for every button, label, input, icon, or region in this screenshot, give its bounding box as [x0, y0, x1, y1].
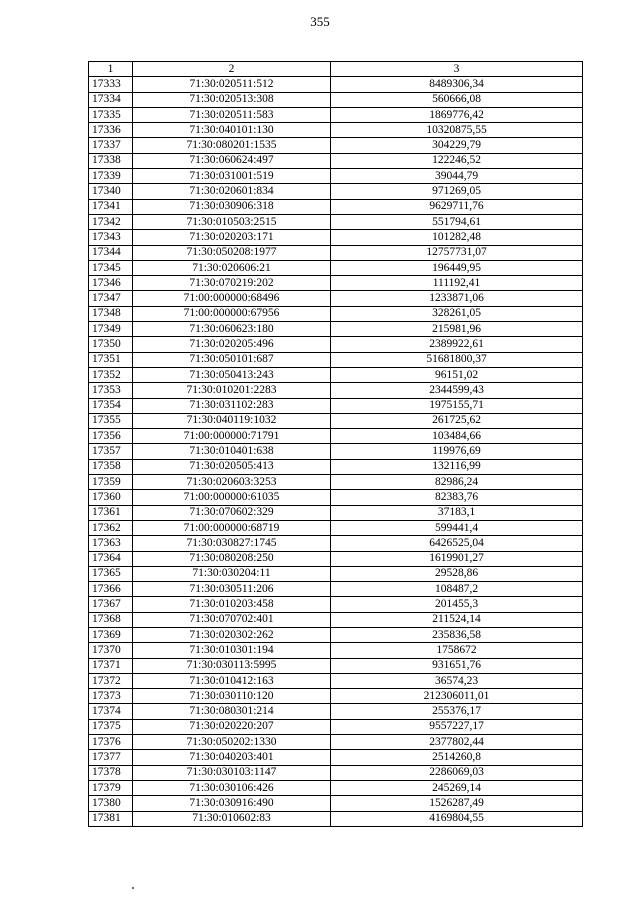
table-row: [89, 199, 583, 214]
cadastral-value-cell: 560666,08: [331, 92, 583, 107]
table-row: [89, 107, 583, 122]
table-row: [89, 383, 583, 398]
table-row: [89, 169, 583, 184]
row-number-cell: 17344: [89, 245, 133, 260]
cadastral-value-cell: 103484,66: [331, 429, 583, 444]
cadastral-number-cell: 71:30:080208:250: [133, 551, 331, 566]
table-row: [89, 765, 583, 780]
cadastral-value-cell: 9557227,17: [331, 719, 583, 734]
table-row: [89, 673, 583, 688]
cadastral-number-cell: 71:30:020513:308: [133, 92, 331, 107]
row-number-cell: 17349: [89, 322, 133, 337]
cadastral-number-cell: 71:30:080201:1535: [133, 138, 331, 153]
cadastral-value-cell: 261725,62: [331, 413, 583, 428]
cadastral-number-cell: 71:00:000000:67956: [133, 306, 331, 321]
cadastral-value-cell: 1526287,49: [331, 796, 583, 811]
cadastral-value-cell: 101282,48: [331, 230, 583, 245]
cadastral-value-table: [88, 61, 583, 827]
cadastral-value-cell: 1233871,06: [331, 291, 583, 306]
cadastral-value-cell: 212306011,01: [331, 689, 583, 704]
cadastral-number-cell: 71:30:070702:401: [133, 612, 331, 627]
cadastral-number-cell: 71:30:031001:519: [133, 169, 331, 184]
table-row: [89, 367, 583, 382]
row-number-cell: 17347: [89, 291, 133, 306]
cadastral-value-cell: 82986,24: [331, 475, 583, 490]
table-row: [89, 429, 583, 444]
cadastral-number-cell: 71:30:020220:207: [133, 719, 331, 734]
row-number-cell: 17353: [89, 383, 133, 398]
cadastral-value-cell: 108487,2: [331, 582, 583, 597]
table-row: [89, 612, 583, 627]
cadastral-value-cell: 551794,61: [331, 214, 583, 229]
cadastral-value-cell: 12757731,07: [331, 245, 583, 260]
cadastral-number-cell: 71:30:020601:834: [133, 184, 331, 199]
row-number-cell: 17376: [89, 735, 133, 750]
table-row: [89, 153, 583, 168]
table-row: [89, 352, 583, 367]
table-row: [89, 398, 583, 413]
table-row: [89, 260, 583, 275]
row-number-cell: 17352: [89, 367, 133, 382]
table-row: [89, 704, 583, 719]
cadastral-number-cell: 71:00:000000:68719: [133, 520, 331, 535]
cadastral-value-cell: 255376,17: [331, 704, 583, 719]
column-header-1: 1: [89, 62, 133, 77]
cadastral-value-cell: 2344599,43: [331, 383, 583, 398]
cadastral-value-cell: 132116,99: [331, 459, 583, 474]
table-row: [89, 444, 583, 459]
cadastral-value-cell: 51681800,37: [331, 352, 583, 367]
cadastral-number-cell: 71:30:070602:329: [133, 505, 331, 520]
cadastral-number-cell: 71:30:020203:171: [133, 230, 331, 245]
row-number-cell: 17363: [89, 536, 133, 551]
column-header-2: 2: [133, 62, 331, 77]
row-number-cell: 17342: [89, 214, 133, 229]
table-row: [89, 184, 583, 199]
cadastral-value-cell: 201455,3: [331, 597, 583, 612]
cadastral-value-cell: 2389922,61: [331, 337, 583, 352]
row-number-cell: 17366: [89, 582, 133, 597]
cadastral-number-cell: 71:30:040203:401: [133, 750, 331, 765]
cadastral-number-cell: 71:30:040101:130: [133, 123, 331, 138]
row-number-cell: 17345: [89, 260, 133, 275]
row-number-cell: 17373: [89, 689, 133, 704]
row-number-cell: 17365: [89, 566, 133, 581]
cadastral-number-cell: 71:30:010203:458: [133, 597, 331, 612]
cadastral-value-cell: 111192,41: [331, 276, 583, 291]
cadastral-value-cell: 8489306,34: [331, 77, 583, 92]
cadastral-value-cell: 328261,05: [331, 306, 583, 321]
row-number-cell: 17361: [89, 505, 133, 520]
cadastral-value-cell: 304229,79: [331, 138, 583, 153]
cadastral-number-cell: 71:30:030204:11: [133, 566, 331, 581]
cadastral-value-cell: 971269,05: [331, 184, 583, 199]
table-row: [89, 123, 583, 138]
cadastral-number-cell: 71:30:030106:426: [133, 780, 331, 795]
cadastral-value-cell: 1619901,27: [331, 551, 583, 566]
row-number-cell: 17337: [89, 138, 133, 153]
cadastral-value-cell: 9629711,76: [331, 199, 583, 214]
table-row: [89, 245, 583, 260]
table-row: [89, 811, 583, 826]
cadastral-value-cell: 122246,52: [331, 153, 583, 168]
cadastral-value-cell: 1869776,42: [331, 107, 583, 122]
row-number-cell: 17334: [89, 92, 133, 107]
table-row: [89, 490, 583, 505]
cadastral-number-cell: 71:30:020603:3253: [133, 475, 331, 490]
row-number-cell: 17341: [89, 199, 133, 214]
row-number-cell: 17374: [89, 704, 133, 719]
cadastral-number-cell: 71:30:010201:2283: [133, 383, 331, 398]
table-row: [89, 77, 583, 92]
cadastral-number-cell: 71:30:050101:687: [133, 352, 331, 367]
cadastral-number-cell: 71:30:010412:163: [133, 673, 331, 688]
row-number-cell: 17359: [89, 475, 133, 490]
cadastral-number-cell: 71:30:020511:583: [133, 107, 331, 122]
row-number-cell: 17355: [89, 413, 133, 428]
row-number-cell: 17348: [89, 306, 133, 321]
cadastral-number-cell: 71:30:030916:490: [133, 796, 331, 811]
cadastral-value-cell: 931651,76: [331, 658, 583, 673]
cadastral-value-cell: 29528,86: [331, 566, 583, 581]
table-row: [89, 689, 583, 704]
table-row: [89, 643, 583, 658]
cadastral-number-cell: 71:30:050202:1330: [133, 735, 331, 750]
row-number-cell: 17378: [89, 765, 133, 780]
cadastral-value-cell: 215981,96: [331, 322, 583, 337]
row-number-cell: 17357: [89, 444, 133, 459]
row-number-cell: 17370: [89, 643, 133, 658]
cadastral-value-cell: 196449,95: [331, 260, 583, 275]
row-number-cell: 17338: [89, 153, 133, 168]
table-row: [89, 505, 583, 520]
table-row: [89, 566, 583, 581]
row-number-cell: 17356: [89, 429, 133, 444]
cadastral-number-cell: 71:30:080301:214: [133, 704, 331, 719]
cadastral-number-cell: 71:30:020511:512: [133, 77, 331, 92]
table-row: [89, 306, 583, 321]
table-row: [89, 536, 583, 551]
cadastral-value-cell: 119976,69: [331, 444, 583, 459]
row-number-cell: 17372: [89, 673, 133, 688]
cadastral-value-cell: 82383,76: [331, 490, 583, 505]
row-number-cell: 17336: [89, 123, 133, 138]
cadastral-number-cell: 71:30:030906:318: [133, 199, 331, 214]
cadastral-number-cell: 71:30:010602:83: [133, 811, 331, 826]
row-number-cell: 17358: [89, 459, 133, 474]
table-row: [89, 627, 583, 642]
row-number-cell: 17381: [89, 811, 133, 826]
cadastral-value-cell: 235836,58: [331, 627, 583, 642]
row-number-cell: 17371: [89, 658, 133, 673]
table-header: [89, 62, 583, 77]
cadastral-number-cell: 71:30:020505:413: [133, 459, 331, 474]
row-number-cell: 17379: [89, 780, 133, 795]
row-number-cell: 17339: [89, 169, 133, 184]
cadastral-number-cell: 71:30:030103:1147: [133, 765, 331, 780]
page-number: 355: [310, 14, 330, 29]
cadastral-number-cell: 71:00:000000:61035: [133, 490, 331, 505]
cadastral-value-cell: 2514260,8: [331, 750, 583, 765]
table-row: [89, 276, 583, 291]
row-number-cell: 17343: [89, 230, 133, 245]
cadastral-value-cell: 2286069,03: [331, 765, 583, 780]
table-row: [89, 214, 583, 229]
table-row: [89, 551, 583, 566]
cadastral-value-cell: 4169804,55: [331, 811, 583, 826]
table-row: [89, 597, 583, 612]
cadastral-number-cell: 71:30:031102:283: [133, 398, 331, 413]
cadastral-value-cell: 37183,1: [331, 505, 583, 520]
table-row: [89, 291, 583, 306]
cadastral-number-cell: 71:30:030113:5995: [133, 658, 331, 673]
cadastral-number-cell: 71:30:010301:194: [133, 643, 331, 658]
cadastral-number-cell: 71:30:030511:206: [133, 582, 331, 597]
cadastral-number-cell: 71:30:020205:496: [133, 337, 331, 352]
row-number-cell: 17364: [89, 551, 133, 566]
cadastral-number-cell: 71:00:000000:71791: [133, 429, 331, 444]
row-number-cell: 17335: [89, 107, 133, 122]
table-row: [89, 230, 583, 245]
table-row: [89, 475, 583, 490]
row-number-cell: 17333: [89, 77, 133, 92]
cadastral-number-cell: 71:30:030827:1745: [133, 536, 331, 551]
cadastral-value-cell: 36574,23: [331, 673, 583, 688]
cadastral-number-cell: 71:30:040119:1032: [133, 413, 331, 428]
cadastral-number-cell: 71:30:060623:180: [133, 322, 331, 337]
table-row: [89, 735, 583, 750]
cadastral-number-cell: 71:30:050208:1977: [133, 245, 331, 260]
row-number-cell: 17350: [89, 337, 133, 352]
row-number-cell: 17377: [89, 750, 133, 765]
cadastral-value-cell: 96151,02: [331, 367, 583, 382]
row-number-cell: 17340: [89, 184, 133, 199]
cadastral-number-cell: 71:30:070219:202: [133, 276, 331, 291]
table-row: [89, 719, 583, 734]
row-number-cell: 17360: [89, 490, 133, 505]
cadastral-value-cell: 599441,4: [331, 520, 583, 535]
table-row: [89, 413, 583, 428]
row-number-cell: 17351: [89, 352, 133, 367]
row-number-cell: 17367: [89, 597, 133, 612]
table-row: [89, 520, 583, 535]
cadastral-value-cell: 10320875,55: [331, 123, 583, 138]
row-number-cell: 17354: [89, 398, 133, 413]
table-row: [89, 322, 583, 337]
cadastral-value-cell: 1975155,71: [331, 398, 583, 413]
table-row: [89, 750, 583, 765]
table-row: [89, 337, 583, 352]
table-row: [89, 796, 583, 811]
table-row: [89, 582, 583, 597]
cadastral-number-cell: 71:30:030110:120: [133, 689, 331, 704]
table-row: [89, 658, 583, 673]
row-number-cell: 17375: [89, 719, 133, 734]
cadastral-value-cell: 39044,79: [331, 169, 583, 184]
cadastral-number-cell: 71:30:050413:243: [133, 367, 331, 382]
row-number-cell: 17346: [89, 276, 133, 291]
row-number-cell: 17380: [89, 796, 133, 811]
cadastral-value-cell: 211524,14: [331, 612, 583, 627]
table-body: [89, 77, 583, 827]
scan-speck: [132, 887, 134, 889]
row-number-cell: 17368: [89, 612, 133, 627]
cadastral-number-cell: 71:30:020606:21: [133, 260, 331, 275]
cadastral-value-cell: 2377802,44: [331, 735, 583, 750]
table-row: [89, 780, 583, 795]
cadastral-number-cell: 71:30:010503:2515: [133, 214, 331, 229]
cadastral-value-cell: 1758672: [331, 643, 583, 658]
header-row: [89, 62, 583, 77]
cadastral-value-cell: 6426525,04: [331, 536, 583, 551]
cadastral-number-cell: 71:00:000000:68496: [133, 291, 331, 306]
row-number-cell: 17369: [89, 627, 133, 642]
cadastral-number-cell: 71:30:010401:638: [133, 444, 331, 459]
cadastral-value-cell: 245269,14: [331, 780, 583, 795]
row-number-cell: 17362: [89, 520, 133, 535]
table-row: [89, 92, 583, 107]
table-row: [89, 138, 583, 153]
cadastral-number-cell: 71:30:060624:497: [133, 153, 331, 168]
cadastral-number-cell: 71:30:020302:262: [133, 627, 331, 642]
table-row: [89, 459, 583, 474]
column-header-3: 3: [331, 62, 583, 77]
